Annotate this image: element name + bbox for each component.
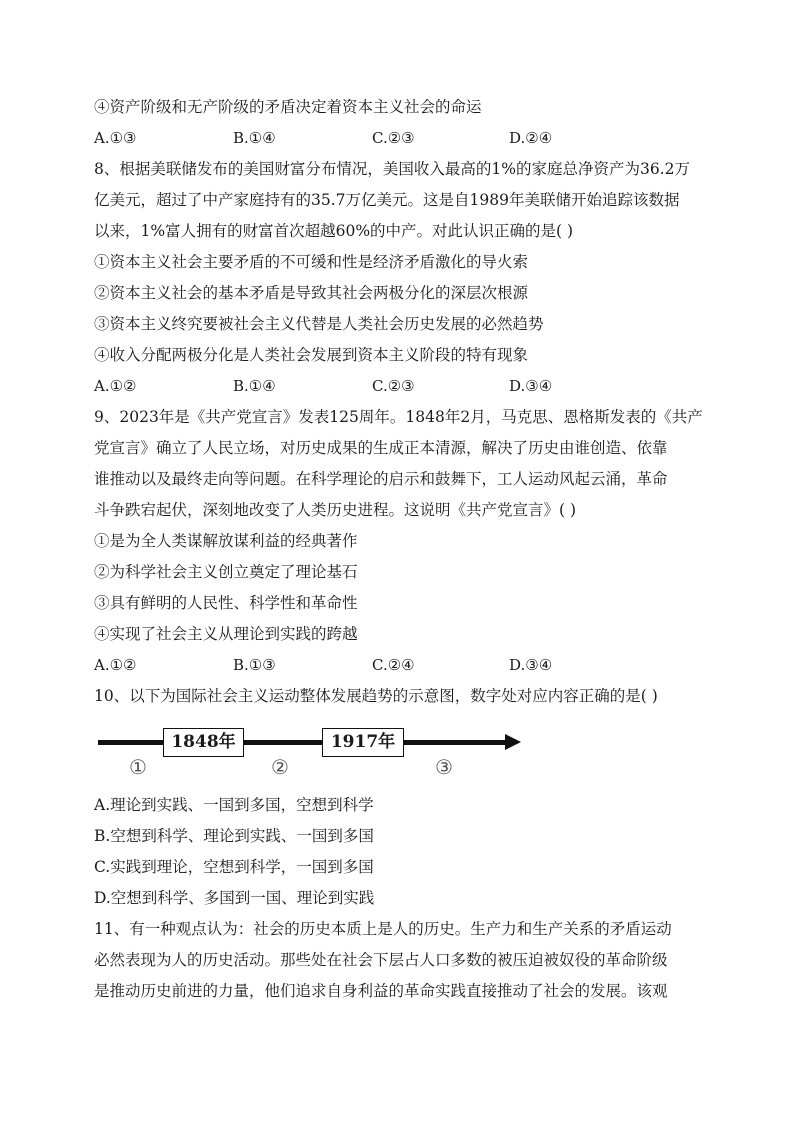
timeline-diagram [94, 726, 534, 782]
timeline-box-1917: 1917年 [322, 728, 404, 757]
q8-statement-3: ③资本主义终究要被社会主义代替是人类社会历史发展的必然趋势 [94, 315, 544, 333]
q10-option-d: D.空想到科学、多国到一国、理论到实践 [94, 889, 375, 907]
q11-stem-line-3: 是推动历史前进的力量，他们追求自身利益的革命实践直接推动了社会的发展。该观 [94, 982, 668, 1000]
q8-choice-b: B.①④ [233, 377, 276, 395]
timeline-mark-1: ① [129, 755, 147, 779]
q9-stem-line-1: 9、2023年是《共产党宣言》发表125周年。1848年2月，马克思、恩格斯发表的《共产 [94, 408, 703, 426]
q9-stem-line-3: 谁推动以及最终走向等问题。在科学理论的启示和鼓舞下，工人运动风起云涌，革命 [94, 470, 668, 488]
timeline-arrow-shaft [98, 740, 506, 745]
q11-stem-line-2: 必然表现为人的历史活动。那些处在社会下层占人口多数的被压迫被奴役的革命阶级 [94, 951, 668, 969]
q7-choices [94, 128, 694, 148]
arrow-right-icon [505, 734, 521, 750]
timeline-box-1848: 1848年 [163, 728, 244, 757]
q9-statement-3: ③具有鲜明的人民性、科学性和革命性 [94, 594, 358, 612]
q9-choices [94, 655, 694, 675]
q9-choice-b: B.①③ [233, 656, 276, 674]
q7-option-4: ④资产阶级和无产阶级的矛盾决定着资本主义社会的命运 [94, 98, 482, 116]
q7-choice-c: C.②③ [372, 129, 415, 147]
q10-option-c: C.实践到理论，空想到科学，一国到多国 [94, 858, 374, 876]
q9-stem-line-2: 党宣言》确立了人民立场，对历史成果的生成正本清源，解决了历史由谁创造、依靠 [94, 439, 668, 457]
q8-statement-4: ④收入分配两极分化是人类社会发展到资本主义阶段的特有现象 [94, 346, 529, 364]
q7-choice-a: A.①③ [94, 129, 137, 147]
q9-choice-c: C.②④ [372, 656, 415, 674]
q8-choice-c: C.②③ [372, 377, 415, 395]
timeline-mark-2: ② [271, 755, 289, 779]
q8-choice-d: D.③④ [509, 377, 553, 395]
q10-stem: 10、以下为国际社会主义运动整体发展趋势的示意图，数字处对应内容正确的是( ) [94, 687, 658, 705]
timeline-mark-3: ③ [435, 755, 453, 779]
q8-choice-a: A.①② [94, 377, 137, 395]
q10-option-b: B.空想到科学、理论到实践、一国到多国 [94, 827, 374, 845]
q9-choice-a: A.①② [94, 656, 137, 674]
q9-statement-4: ④实现了社会主义从理论到实践的跨越 [94, 625, 358, 643]
q10-option-a: A.理论到实践、一国到多国，空想到科学 [94, 796, 374, 814]
q9-statement-2: ②为科学社会主义创立奠定了理论基石 [94, 563, 358, 581]
q9-statement-1: ①是为全人类谋解放谋利益的经典著作 [94, 532, 358, 550]
q8-stem-line-3: 以来，1%富人拥有的财富首次超越60%的中产。对此认识正确的是( ) [94, 222, 574, 240]
q8-statement-2: ②资本主义社会的基本矛盾是导致其社会两极分化的深层次根源 [94, 284, 529, 302]
q11-stem-line-1: 11、有一种观点认为：社会的历史本质上是人的历史。生产力和生产关系的矛盾运动 [94, 920, 672, 938]
q9-choice-d: D.③④ [509, 656, 553, 674]
q7-choice-b: B.①④ [233, 129, 276, 147]
q8-stem-line-1: 8、根据美联储发布的美国财富分布情况，美国收入最高的1%的家庭总净资产为36.2万 [94, 160, 690, 178]
q7-choice-d: D.②④ [509, 129, 553, 147]
q8-stem-line-2: 亿美元，超过了中产家庭持有的35.7万亿美元。这是自1989年美联储开始追踪该数据 [94, 191, 680, 209]
q8-statement-1: ①资本主义社会主要矛盾的不可缓和性是经济矛盾激化的导火索 [94, 253, 529, 271]
q9-stem-line-4: 斗争跌宕起伏，深刻地改变了人类历史进程。这说明《共产党宣言》( ) [94, 501, 577, 519]
q8-choices [94, 376, 694, 396]
